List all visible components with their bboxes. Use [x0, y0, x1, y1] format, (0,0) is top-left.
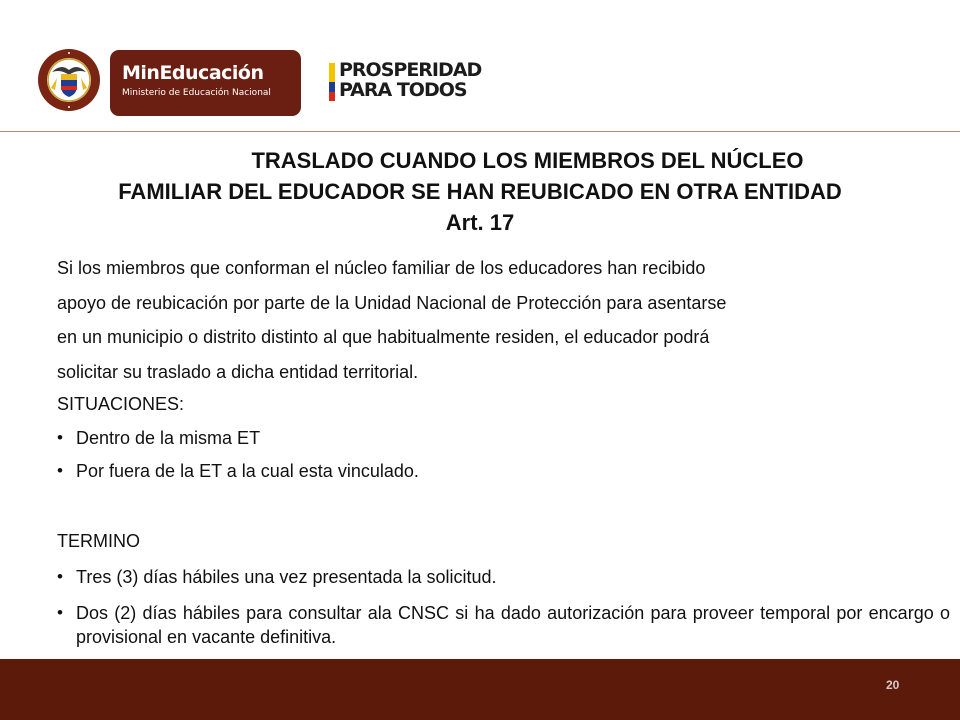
mineducacion-subtitle: Ministerio de Educación Nacional — [122, 88, 271, 98]
paragraph-line: apoyo de reubicación por parte de la Unidad Nacional de Protección para asentarse — [57, 292, 727, 313]
page-number: 20 — [886, 678, 900, 692]
prosperidad-line2: PARA TODOS — [339, 79, 467, 101]
list-item — [57, 565, 950, 589]
bullet-icon: • — [57, 461, 63, 480]
title-line-2: FAMILIAR DEL EDUCADOR SE HAN REUBICADO EN OTRA ENTIDAD — [118, 179, 842, 204]
paragraph-line: Si los miembros que conforman el núcleo familiar de los educadores han recibido — [57, 258, 706, 278]
mineducacion-name: MinEducación — [122, 62, 264, 84]
situaciones-label: SITUACIONES: — [57, 394, 185, 414]
title-line-1: TRASLADO CUANDO LOS MIEMBROS DEL NÚCLEO — [251, 148, 804, 173]
colombia-seal-icon — [37, 48, 101, 112]
footer-bar — [0, 659, 960, 720]
list-item — [57, 459, 950, 483]
slide-title — [0, 145, 960, 238]
termino-label: TERMINO — [57, 531, 140, 551]
prosperidad-line1: PROSPERIDAD — [339, 59, 482, 81]
termino-text: Tres (3) días hábiles una vez presentada la solicitud. — [76, 567, 497, 587]
list-item — [57, 426, 950, 450]
prosperidad-logo — [339, 60, 481, 100]
list-item — [57, 601, 950, 649]
colombia-flag-icon — [329, 63, 335, 101]
situacion-text: Por fuera de la ET a la cual esta vinculado. — [76, 461, 419, 481]
bullet-icon: • — [57, 428, 63, 447]
bullet-icon: • — [57, 603, 63, 622]
paragraph-line: solicitar su traslado a dicha entidad territorial. — [57, 361, 419, 382]
termino-text: Dos (2) días hábiles para consultar ala CNSC si ha dado autorización para proveer temporal por encargo o provisional en vacante definitiva. — [76, 603, 950, 647]
intro-paragraph — [57, 251, 937, 389]
header-divider — [0, 131, 960, 132]
paragraph-line: en un municipio o distrito distinto al que habitualmente residen, el educador podrá — [57, 327, 710, 347]
title-line-3: Art. 17 — [445, 210, 515, 235]
mineducacion-logo — [110, 50, 301, 116]
bullet-icon: • — [57, 567, 63, 586]
situacion-text: Dentro de la misma ET — [76, 428, 261, 448]
